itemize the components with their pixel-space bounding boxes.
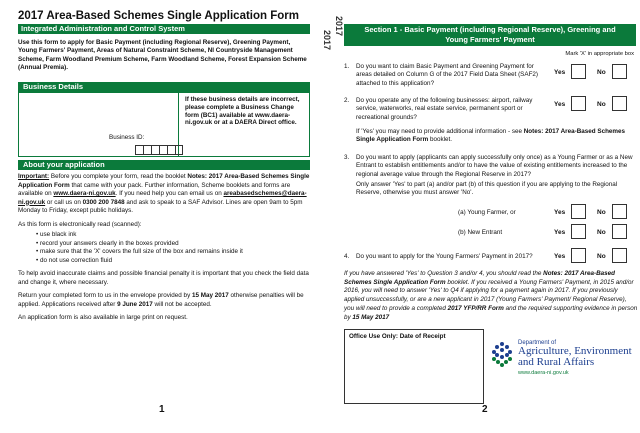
deadline-date: 15 May 2017: [191, 292, 229, 299]
business-id-digit[interactable]: [135, 145, 143, 155]
business-id-digit[interactable]: [159, 145, 167, 155]
large-print-note: An application form is also available in large print on request.: [18, 314, 188, 321]
list-item: • record your answers clearly in the boxes provided: [36, 240, 310, 249]
question-1: [344, 63, 544, 88]
website-link[interactable]: www.daera-ni.gov.uk: [53, 190, 116, 197]
question-2: [344, 97, 544, 122]
q4-yes-label: Yes: [554, 253, 566, 260]
question-number: 4.: [344, 253, 350, 260]
business-details-box: [18, 92, 310, 157]
dept-line: Department of: [518, 340, 557, 346]
daera-wordmark: [518, 340, 640, 376]
q4-yes-checkbox[interactable]: [571, 248, 586, 263]
business-details-heading: Business Details: [18, 82, 310, 92]
business-id-digit[interactable]: [175, 145, 183, 155]
q1-no-checkbox[interactable]: [612, 64, 627, 79]
daera-logo: [488, 340, 638, 380]
spine-year-left: 2017: [322, 30, 332, 51]
question-text: Do you want to apply (applicants can apply successfully only once) as a Young Farmer or as a New Entrant to establish entitlements and/or to have the value of existing entitlements increased to the regional average value through the Regional Reserve in 2017?: [356, 154, 633, 178]
page-number-1: 1: [159, 404, 165, 415]
booklet-name: Notes: 2017 Area-Based Schemes Single Application Form: [18, 173, 310, 189]
para-text: otherwise penalties will be applied. Applications received after: [18, 292, 304, 308]
scanned-note: As this form is electronically read (scanned):: [18, 220, 142, 228]
q3a-no-label: No: [597, 209, 606, 216]
q1-yes-checkbox[interactable]: [571, 64, 586, 79]
question-number: 2.: [344, 97, 350, 104]
agri-line-2: and Rural Affairs: [518, 356, 595, 368]
section-title-line: Section 1 - Basic Payment (including Regional Reserve), Greening and: [364, 25, 616, 34]
q3a-yes-label: Yes: [554, 209, 566, 216]
q3a-yes-checkbox[interactable]: [571, 204, 586, 219]
business-id-label: Business ID:: [109, 134, 145, 141]
spine-year-right: 2017: [334, 16, 344, 37]
email-link[interactable]: areabasedschemes@daera-ni.gov.uk: [18, 190, 307, 206]
q4-no-label: No: [597, 253, 606, 260]
page-number-2: 2: [482, 404, 488, 415]
business-address-area: [19, 93, 179, 156]
para-text: that came with your pack. Further information, Scheme booklets and forms are available on: [18, 181, 291, 197]
booklet-name: Notes: 2017 Area-Based Schemes Single Application Form: [356, 128, 626, 144]
q2-yes-label: Yes: [554, 101, 566, 108]
para-text: and ask to speak to a SAF Advisor. Lines are open 9am to 5pm Monday to Friday, except public holidays.: [18, 198, 303, 214]
business-change-note: If these business details are incorrect, please complete a Business Change form (BC1) available at www.daera-ni.gov.uk or at a DAERA Direct office.: [185, 96, 300, 127]
q2-no-label: No: [597, 101, 606, 108]
q3b-no-checkbox[interactable]: [612, 224, 627, 239]
q3b-yes-checkbox[interactable]: [571, 224, 586, 239]
para-text: . If you need help you can email us on: [115, 190, 222, 197]
about-application-heading: About your application: [18, 160, 310, 170]
business-id-digit[interactable]: [167, 145, 175, 155]
list-item: • make sure that the 'X' covers the full size of the box and remains inside it: [36, 248, 310, 257]
q3b-yes-label: Yes: [554, 229, 566, 236]
q4-no-checkbox[interactable]: [612, 248, 627, 263]
business-id-digit[interactable]: [151, 145, 159, 155]
q3-note: Only answer 'Yes' to part (a) and/or part (b) of this question if you are applying to the Regional Reserve, otherwise you must answer 'No'.: [356, 181, 618, 197]
question-text: Do you want to apply for the Young Farmers' Payment in 2017?: [356, 253, 533, 260]
q2-note: [356, 128, 632, 145]
important-label: Important:: [18, 173, 50, 180]
para-text: will not be accepted.: [154, 300, 212, 308]
daera-website: www.daera-ni.gov.uk: [518, 370, 569, 376]
young-farmer-guidance: [344, 270, 638, 322]
section-title-line: Young Farmers' Payment: [445, 35, 535, 44]
note-text: If 'Yes' you may need to provide additional information - see: [356, 128, 522, 135]
guidance-text: booklet. If you received a Young Farmers' Payment, in 2015 and/or 2016, you will need to answer 'Yes' to Q4 if applying for a payment again in 2017. If you previously applied unsuccessfully, or are a new applicant in 2017 (Young Farmers' Payment/ Regional Reserve), you will need to provide a completed: [344, 278, 634, 312]
guidance-text: If you have answered 'Yes' to Question 3 and/or 4, you should read the: [344, 270, 542, 277]
guidance-text: and the required supporting evidence in person by: [344, 304, 638, 321]
q3b-no-label: No: [597, 229, 606, 236]
question-number: 1.: [344, 63, 350, 70]
office-use-box: Office Use Only: Date of Receipt: [344, 329, 484, 404]
business-id-boxes[interactable]: [135, 145, 183, 155]
form-title: 2017 Area-Based Schemes Single Application Form: [18, 10, 299, 22]
business-id-digit[interactable]: [143, 145, 151, 155]
question-text: Do you operate any of the following businesses: airport, railway service, waterworks, real estate service, permanent sport or recreational grounds?: [356, 97, 533, 121]
question-text: Do you want to claim Basic Payment and Greening Payment for areas detailed on Column G of the 2017 Field Data Sheet (SAF2) attached to this application?: [356, 63, 539, 87]
note-text: booklet.: [429, 136, 452, 144]
q2-no-checkbox[interactable]: [612, 96, 627, 111]
form-name: 2017 YFP/RR Form: [447, 304, 504, 312]
para-text: Return your completed form to us in the envelope provided by: [18, 292, 191, 299]
scan-rules-list: [36, 231, 310, 265]
para-text: or call us on: [46, 198, 81, 206]
agri-line-1: Agriculture, Environment: [518, 345, 632, 357]
para-text: Before you complete your form, read the booklet: [50, 173, 186, 180]
q2-yes-checkbox[interactable]: [571, 96, 586, 111]
q3a-no-checkbox[interactable]: [612, 204, 627, 219]
about-application-body: [18, 173, 310, 328]
return-paragraph: [18, 292, 310, 309]
daera-emblem-icon: [488, 340, 516, 370]
booklet-name: Notes: 2017 Area-Based Schemes Single Application Form: [344, 270, 616, 286]
mark-instruction: Mark 'X' in appropriate box: [565, 51, 634, 57]
accuracy-paragraph: To help avoid inaccurate claims and possible financial penalty it is important that you check the field data and change it, where necessary.: [18, 270, 309, 286]
important-paragraph: [18, 173, 310, 216]
question-number: 3.: [344, 154, 350, 161]
phone-number: 0300 200 7848: [82, 198, 125, 206]
subtitle-bar: Integrated Administration and Control System: [18, 24, 310, 34]
q3b-label: (b) New Entrant: [458, 229, 503, 236]
q3a-label: (a) Young Farmer, or: [458, 209, 516, 216]
question-3: [344, 154, 634, 179]
deadline-date: 15 May 2017: [352, 313, 390, 321]
question-4: [344, 253, 554, 261]
q1-yes-label: Yes: [554, 69, 566, 76]
list-item: • use black ink: [36, 231, 310, 240]
q1-no-label: No: [597, 69, 606, 76]
intro-text: Use this form to apply for Basic Payment (including Regional Reserve), Greening Payment, Young Farmers' Payment, Areas of Natural Constraint Scheme, NI Countryside Management Scheme, Farm Woodland Premium Scheme, Farm Woodland Scheme, Forest Expansion Scheme (Annual Premia).: [18, 39, 307, 72]
list-item: • do not use correction fluid: [36, 257, 310, 266]
right-page: [332, 0, 640, 433]
late-date: 9 June 2017: [117, 300, 153, 308]
section-1-heading: [344, 24, 636, 46]
page-spine: [322, 0, 332, 433]
